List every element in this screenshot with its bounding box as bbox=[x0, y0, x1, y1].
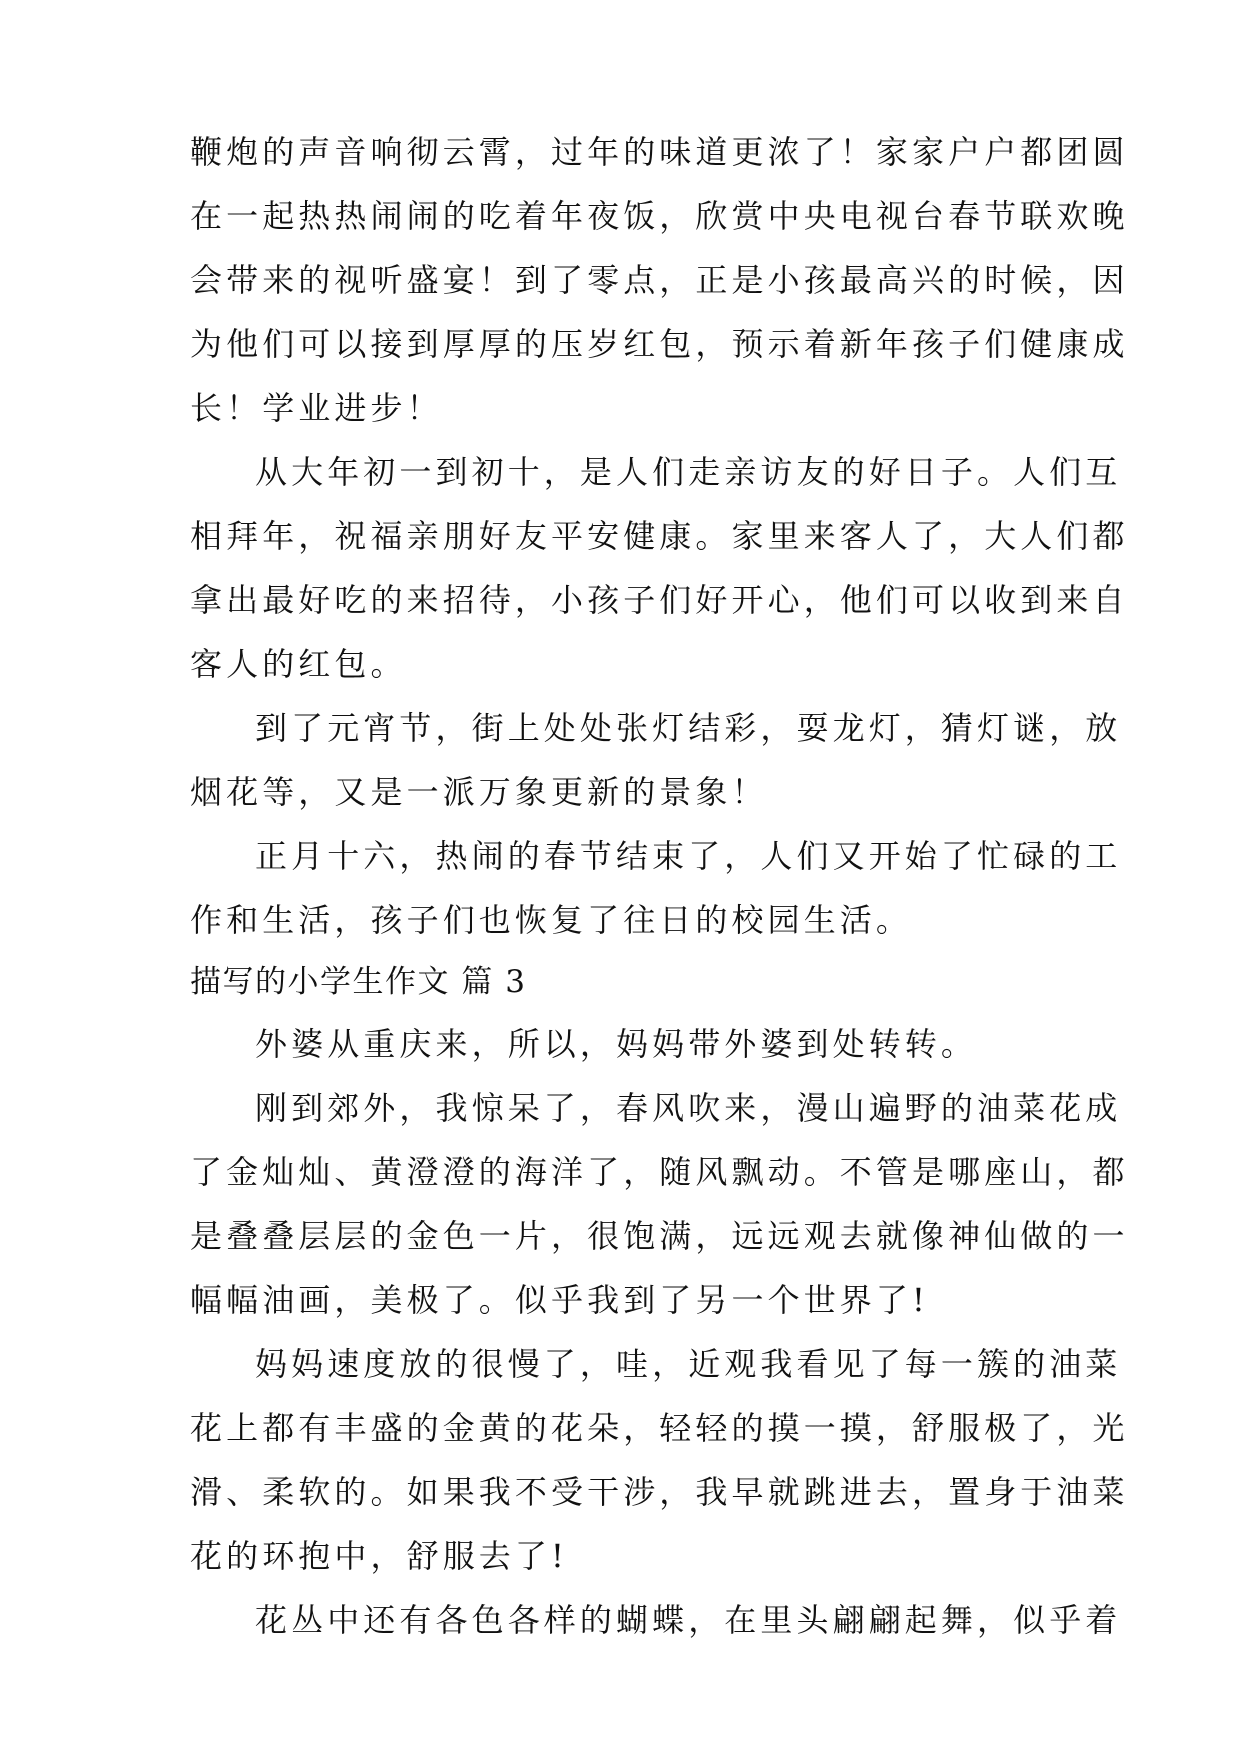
paragraph-line: 客人的红包。 bbox=[190, 645, 407, 683]
paragraph-line: 花的环抱中，舒服去了! bbox=[190, 1537, 568, 1575]
paragraph-line: 鞭炮的声音响彻云霄，过年的味道更浓了！家家户户都团圆 bbox=[190, 133, 1129, 171]
paragraph-line: 作和生活，孩子们也恢复了往日的校园生活。 bbox=[190, 901, 913, 939]
paragraph-line: 滑、柔软的。如果我不受干涉，我早就跳进去，置身于油菜 bbox=[190, 1473, 1129, 1511]
paragraph-line: 会带来的视听盛宴！到了零点，正是小孩最高兴的时候，因 bbox=[190, 261, 1129, 299]
paragraph-line: 是叠叠层层的金色一片，很饱满，远远观去就像神仙做的一 bbox=[190, 1217, 1129, 1255]
paragraph-line: 妈妈速度放的很慢了，哇，近观我看见了每一簇的油菜 bbox=[255, 1345, 1122, 1383]
paragraph-line: 到了元宵节，街上处处张灯结彩，耍龙灯，猜灯谜，放 bbox=[255, 709, 1122, 747]
paragraph-line: 外婆从重庆来，所以，妈妈带外婆到处转转。 bbox=[255, 1025, 978, 1063]
paragraph-line: 长！学业进步！ bbox=[190, 389, 443, 427]
paragraph-line: 正月十六，热闹的春节结束了，人们又开始了忙碌的工 bbox=[255, 837, 1122, 875]
paragraph-line: 在一起热热闹闹的吃着年夜饭，欣赏中央电视台春节联欢晚 bbox=[190, 197, 1129, 235]
paragraph-line: 花上都有丰盛的金黄的花朵，轻轻的摸一摸，舒服极了，光 bbox=[190, 1409, 1129, 1447]
paragraph-line: 烟花等，又是一派万象更新的景象！ bbox=[190, 773, 768, 811]
paragraph-line: 了金灿灿、黄澄澄的海洋了，随风飘动。不管是哪座山，都 bbox=[190, 1153, 1129, 1191]
paragraph-line: 花丛中还有各色各样的蝴蝶，在里头翩翩起舞，似乎着 bbox=[255, 1601, 1122, 1639]
paragraph-line: 拿出最好吃的来招待，小孩子们好开心，他们可以收到来自 bbox=[190, 581, 1129, 619]
paragraph-line: 相拜年，祝福亲朋好友平安健康。家里来客人了，大人们都 bbox=[190, 517, 1129, 555]
paragraph-line: 为他们可以接到厚厚的压岁红包，预示着新年孩子们健康成 bbox=[190, 325, 1129, 363]
paragraph-line: 从大年初一到初十，是人们走亲访友的好日子。人们互 bbox=[255, 453, 1122, 491]
paragraph-line: 幅幅油画，美极了。似乎我到了另一个世界了! bbox=[190, 1281, 929, 1319]
section-heading: 描写的小学生作文 篇 3 bbox=[190, 964, 527, 1000]
paragraph-line: 刚到郊外，我惊呆了，春风吹来，漫山遍野的油菜花成 bbox=[255, 1089, 1122, 1127]
